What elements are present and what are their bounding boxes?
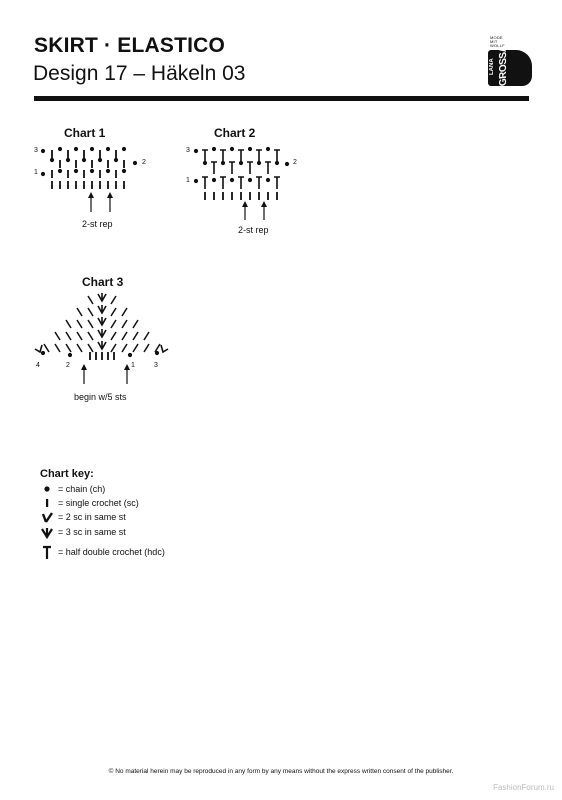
chart1-row-label-2: 2 [142, 159, 146, 166]
chart3-row-label-3: 3 [154, 362, 158, 369]
key-item-chain [40, 482, 105, 496]
two-sc-same-st [161, 345, 168, 352]
single-crochet-stitch [95, 352, 97, 360]
sc-stitch-diagonal [55, 344, 60, 352]
key-item-3sc [40, 525, 126, 539]
sc-stitch-diagonal [77, 320, 82, 328]
chart3-row-label-4: 4 [36, 362, 40, 369]
chart2-caption: 2-st rep [238, 225, 269, 235]
sc-stitch-diagonal [88, 332, 93, 340]
two-sc-same-st [35, 345, 42, 352]
sc-stitch-diagonal [133, 320, 138, 328]
sc-stitch-diagonal [133, 332, 138, 340]
page-title: SKIRT · ELASTICO [34, 34, 226, 57]
sc-stitch-diagonal [77, 332, 82, 340]
sc-stitch-diagonal [111, 308, 116, 316]
sc-stitch-diagonal [88, 308, 93, 316]
logo-text-grossa: GROSSA [498, 44, 509, 87]
sc-stitch-diagonal [122, 320, 127, 328]
sc-stitch-diagonal [77, 308, 82, 316]
chart3-caption: begin w/5 sts [74, 392, 127, 402]
single-crochet-stitch [101, 352, 103, 360]
sc-stitch-diagonal [66, 332, 71, 340]
single-crochet-stitch [113, 352, 115, 360]
chart1-title: Chart 1 [64, 126, 106, 140]
key-label-sc: = single crochet (sc) [58, 498, 139, 508]
chain-stitch [128, 353, 132, 357]
chart3-row-label-2: 2 [66, 362, 70, 369]
sc-stitch-diagonal [155, 344, 160, 352]
three-sc-same-st [98, 341, 106, 349]
single-crochet-icon [40, 496, 54, 510]
sc-stitch-diagonal [111, 296, 116, 304]
watermark: FashionForum.ru [493, 783, 554, 792]
sc-stitch-diagonal [144, 344, 149, 352]
page-subtitle: Design 17 – Häkeln 03 [33, 62, 246, 85]
chart3-row-label-1: 1 [131, 362, 135, 369]
chain-icon [40, 482, 54, 496]
chart-key-title: Chart key: [40, 468, 94, 480]
half-double-crochet-icon [40, 545, 54, 559]
key-item-2sc [40, 510, 126, 524]
chart2-row-label-2: 2 [293, 159, 297, 166]
three-sc-same-st-icon [40, 525, 54, 539]
sc-stitch-diagonal [55, 332, 60, 340]
key-item-hdc [40, 545, 165, 559]
sc-stitch-diagonal [144, 332, 149, 340]
chart2-row-label-1: 1 [186, 177, 190, 184]
chart2-title: Chart 2 [214, 126, 256, 140]
key-label-3sc: = 3 sc in same st [58, 527, 126, 537]
three-sc-same-st [98, 329, 106, 337]
logo-text-lana: LANA [489, 58, 495, 76]
sc-stitch-diagonal [122, 308, 127, 316]
chain-stitch [41, 351, 45, 355]
sc-stitch-diagonal [111, 332, 116, 340]
chain-stitch [68, 353, 72, 357]
single-crochet-stitch [89, 352, 91, 360]
sc-stitch-diagonal [111, 320, 116, 328]
sc-stitch-diagonal [66, 320, 71, 328]
key-label-2sc: = 2 sc in same st [58, 512, 126, 522]
chart1-row-label-1: 1 [34, 169, 38, 176]
logo-text-mit: MIT [490, 39, 498, 44]
three-sc-same-st [98, 293, 106, 301]
sc-stitch-diagonal [111, 344, 116, 352]
logo-text-mode: MODE [490, 35, 503, 40]
sc-stitch-diagonal [122, 332, 127, 340]
sc-stitch-diagonal [88, 320, 93, 328]
chart3-title: Chart 3 [82, 275, 124, 289]
sc-stitch-diagonal [66, 344, 71, 352]
key-item-sc [40, 496, 139, 510]
chart2-row-label-3: 3 [186, 147, 190, 154]
sc-stitch-diagonal [133, 344, 138, 352]
logo-text-wolle: WOLLE [490, 43, 506, 48]
sc-stitch-diagonal [122, 344, 127, 352]
two-sc-same-st-icon [40, 510, 54, 524]
sc-stitch-diagonal [88, 344, 93, 352]
sc-stitch-diagonal [88, 296, 93, 304]
sc-stitch-diagonal [44, 344, 49, 352]
copyright-notice: © No material herein may be reproduced in any form by any means without the express written consent of the publisher. [108, 768, 454, 775]
three-sc-same-st [98, 317, 106, 325]
chart1-row-label-3: 3 [34, 147, 38, 154]
chart1-caption: 2-st rep [82, 219, 113, 229]
sc-stitch-diagonal [77, 344, 82, 352]
key-label-chain: = chain (ch) [58, 484, 106, 494]
key-label-hdc: = half double crochet (hdc) [58, 547, 165, 557]
single-crochet-stitch [107, 352, 109, 360]
three-sc-same-st [98, 305, 106, 313]
arrow-head [124, 364, 130, 370]
arrow-head [81, 364, 87, 370]
